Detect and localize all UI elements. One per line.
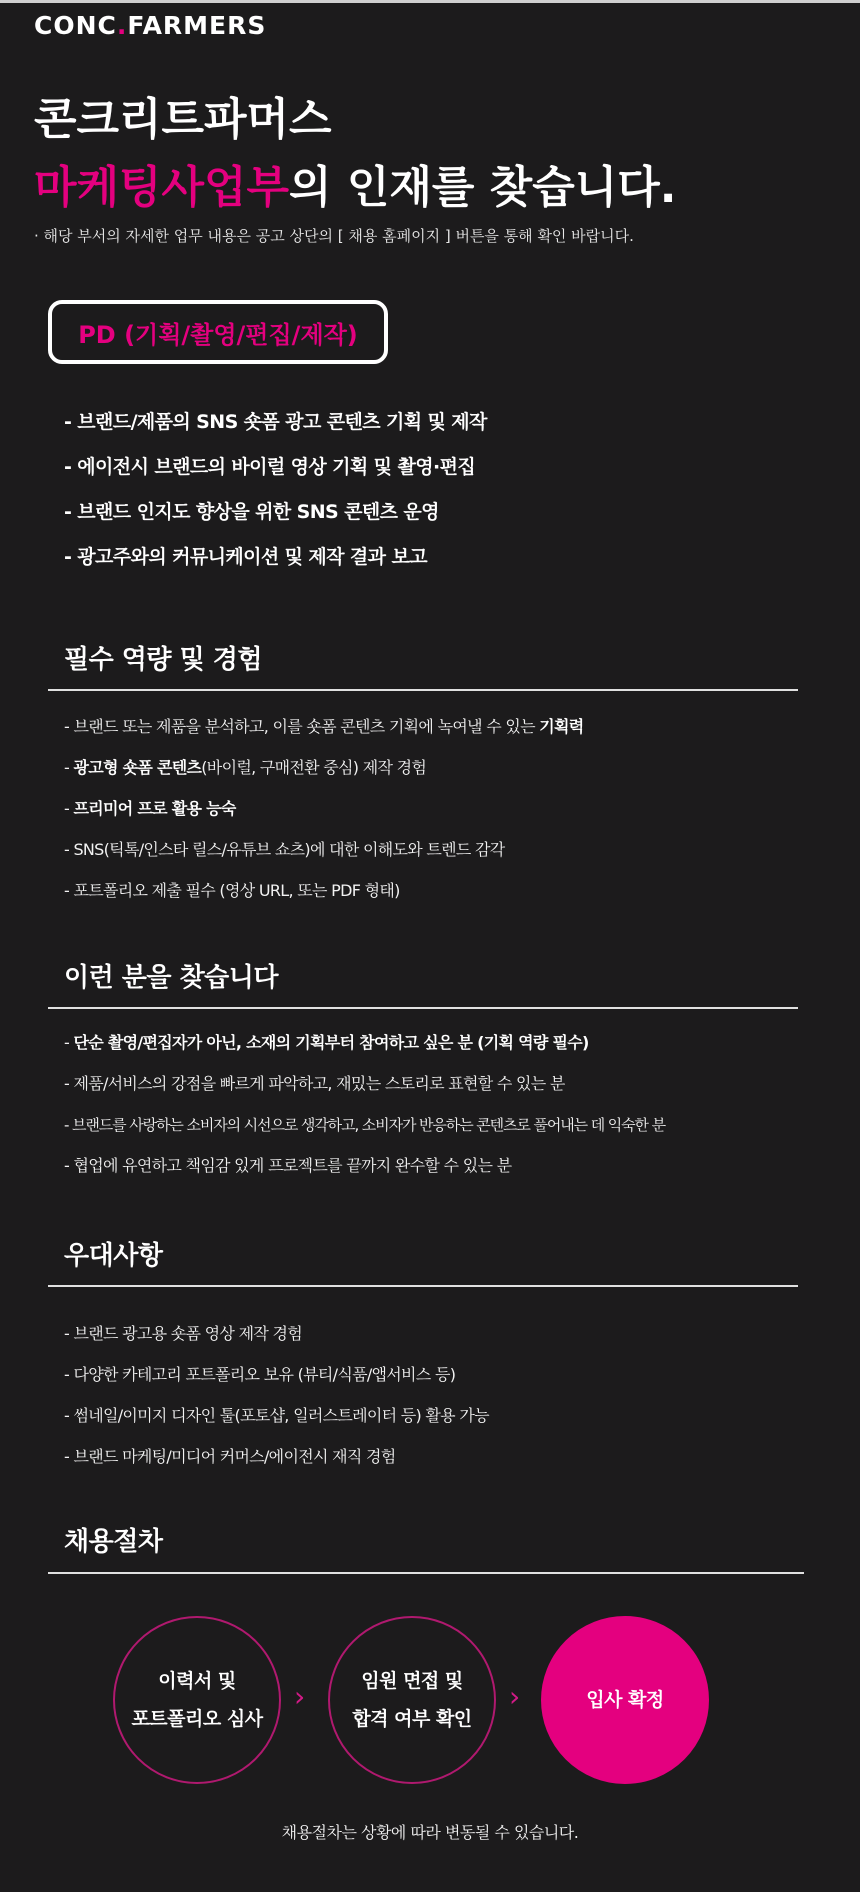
seeking-divider bbox=[48, 1007, 798, 1009]
item-text: - 썸네일/이미지 디자인 툴(포토샵, 일러스트레이터 등) 활용 가능 bbox=[64, 1406, 489, 1425]
item-text: - 포트폴리오 제출 필수 (영상 URL, 또는 PDF 형태) bbox=[64, 881, 400, 900]
duty-item: - 브랜드 인지도 향상을 위한 SNS 콘텐츠 운영 bbox=[64, 501, 439, 523]
hero-company-name: 콘크리트파머스 bbox=[34, 94, 332, 145]
process-step bbox=[328, 1616, 496, 1784]
seeking-item bbox=[64, 1112, 665, 1153]
required-item bbox=[64, 755, 584, 796]
process-step-final bbox=[541, 1616, 709, 1784]
required-list bbox=[64, 714, 584, 919]
item-text: - 브랜드 또는 제품을 분석하고, 이를 숏폼 콘텐츠 기획에 녹여낼 수 있는 bbox=[64, 717, 540, 736]
preferred-section-title: 우대사항 bbox=[64, 1241, 163, 1271]
item-text: - bbox=[64, 758, 74, 777]
role-badge bbox=[48, 300, 388, 364]
item-text: - 다양한 카테고리 포트폴리오 보유 (뷰티/식품/앱서비스 등) bbox=[64, 1365, 456, 1384]
item-bold-text: 광고형 숏폼 콘텐츠 bbox=[73, 758, 202, 777]
item-text: - 브랜드 마케팅/미디어 커머스/에이전시 재직 경험 bbox=[64, 1447, 396, 1466]
item-text: - bbox=[64, 1033, 74, 1052]
role-title: PD (기획/촬영/편집/제작) bbox=[78, 320, 358, 349]
required-section-title: 필수 역량 및 경험 bbox=[64, 645, 262, 675]
step-label-line1: 이력서 및 bbox=[158, 1670, 236, 1692]
step-label-line2: 합격 여부 확인 bbox=[352, 1708, 472, 1730]
hero-headline-rest: 의 인재를 찾습니다. bbox=[289, 162, 677, 213]
notice-text: · 해당 부서의 자세한 업무 내용은 공고 상단의 [ 채용 홈페이지 ] 버튼을 통해 확인 바랍니다. bbox=[34, 227, 634, 245]
required-item bbox=[64, 878, 584, 919]
process-section-title: 채용절차 bbox=[64, 1527, 163, 1557]
process-note: 채용절차는 상황에 따라 변동될 수 있습니다. bbox=[281, 1823, 579, 1842]
item-text: - bbox=[64, 799, 74, 818]
preferred-item bbox=[64, 1444, 489, 1485]
step-label-line2: 포트폴리오 심사 bbox=[131, 1708, 263, 1730]
seeking-item bbox=[64, 1153, 665, 1194]
item-text: - 브랜드 광고용 숏폼 영상 제작 경험 bbox=[64, 1324, 302, 1343]
seeking-list bbox=[64, 1030, 665, 1194]
seeking-section-title: 이런 분을 찾습니다 bbox=[64, 963, 279, 993]
item-bold-text: 단순 촬영/편집자가 아닌, 소재의 기획부터 참여하고 싶은 분 (기획 역량 필수) bbox=[73, 1033, 589, 1052]
process-steps bbox=[0, 1616, 860, 1784]
process-divider bbox=[48, 1572, 804, 1574]
duty-item: - 에이전시 브랜드의 바이럴 영상 기획 및 촬영·편집 bbox=[64, 456, 476, 478]
item-text-tail: (바이럴, 구매전환 중심) 제작 경험 bbox=[201, 758, 427, 777]
process-step bbox=[113, 1616, 281, 1784]
preferred-list bbox=[64, 1321, 489, 1485]
hero-department: 마케팅사업부 bbox=[34, 162, 290, 213]
hero-headline bbox=[34, 151, 676, 215]
logo-part-2: FARMERS bbox=[127, 11, 267, 40]
duty-item: - 광고주와의 커뮤니케이션 및 제작 결과 보고 bbox=[64, 546, 427, 568]
preferred-item bbox=[64, 1403, 489, 1444]
required-item bbox=[64, 796, 584, 837]
item-text: - 협업에 유연하고 책임감 있게 프로젝트를 끝까지 완수할 수 있는 분 bbox=[64, 1156, 512, 1175]
item-text: - 제품/서비스의 강점을 빠르게 파악하고, 재밌는 스토리로 표현할 수 있는 분 bbox=[64, 1074, 565, 1093]
preferred-item bbox=[64, 1362, 489, 1403]
required-divider bbox=[48, 689, 798, 691]
item-bold-text: 기획력 bbox=[539, 717, 584, 736]
chevron-right-icon: › bbox=[294, 1680, 306, 1713]
item-bold-text: 프리미어 프로 활용 능숙 bbox=[73, 799, 236, 818]
logo-dot: . bbox=[116, 11, 128, 40]
step-label-line1: 임원 면접 및 bbox=[361, 1670, 463, 1692]
preferred-divider bbox=[48, 1285, 798, 1287]
required-item bbox=[64, 714, 584, 755]
required-item bbox=[64, 837, 584, 878]
logo-part-1: CONC bbox=[34, 11, 117, 40]
step-label-line1: 입사 확정 bbox=[586, 1689, 664, 1711]
seeking-item bbox=[64, 1071, 665, 1112]
seeking-item bbox=[64, 1030, 665, 1071]
preferred-item bbox=[64, 1321, 489, 1362]
item-text: - SNS(틱톡/인스타 릴스/유튜브 쇼츠)에 대한 이해도와 트렌드 감각 bbox=[64, 840, 505, 859]
brand-logo[interactable] bbox=[34, 11, 266, 40]
duty-item: - 브랜드/제품의 SNS 숏폼 광고 콘텐츠 기획 및 제작 bbox=[64, 411, 487, 433]
chevron-right-icon: › bbox=[509, 1680, 521, 1713]
duties-list bbox=[64, 407, 487, 587]
item-text: - 브랜드를 사랑하는 소비자의 시선으로 생각하고, 소비자가 반응하는 콘텐츠로 풀어내는 데 익숙한 분 bbox=[64, 1116, 665, 1134]
